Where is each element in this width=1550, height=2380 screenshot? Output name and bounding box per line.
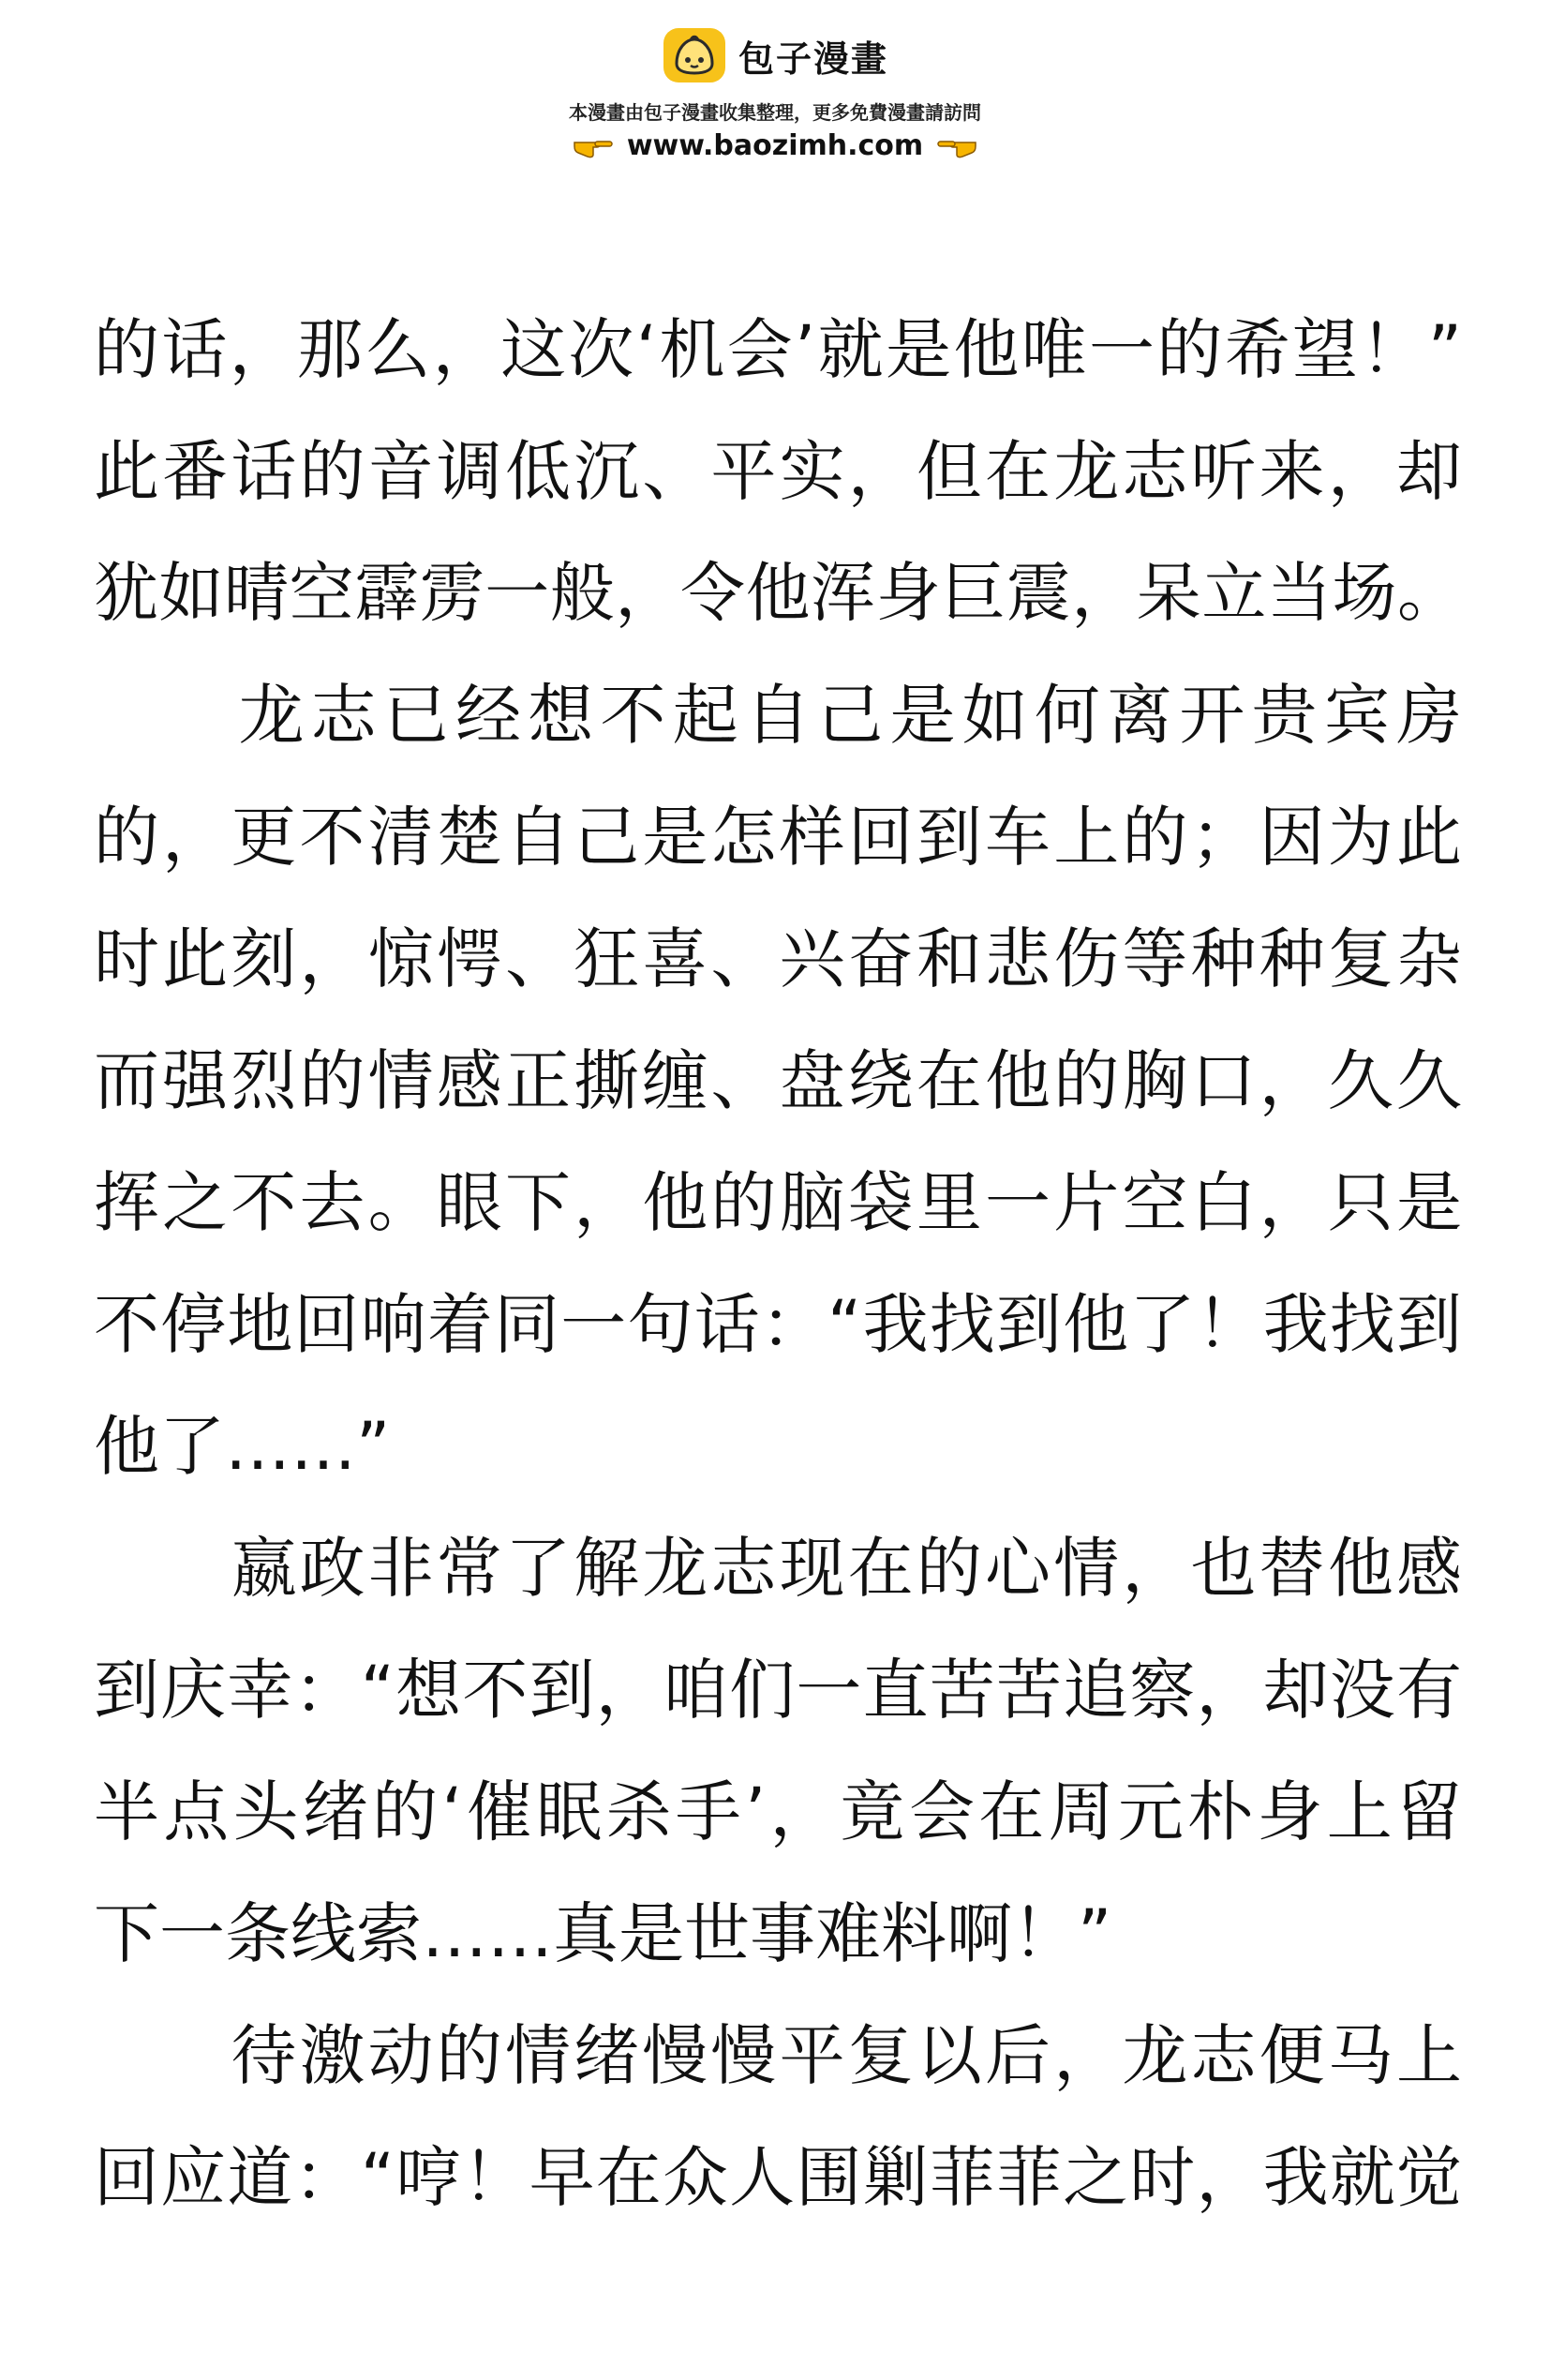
text-line: 的，更不清楚自己是怎样回到车上的；因为此 [94, 799, 1462, 876]
text-line: 他了……” [94, 1408, 391, 1485]
novel-text [94, 289, 1462, 2238]
site-name: 包子漫畫 [738, 37, 888, 80]
pointing-hand-icon [936, 134, 977, 158]
watermark-url-row [0, 129, 1550, 162]
bun-mascot-icon [662, 26, 727, 84]
watermark-notice: 本漫畫由包子漫畫收集整理，更多免費漫畫請訪問 [569, 101, 981, 124]
text-line: 不停地回响着同一句话：“我找到他了！我找到 [94, 1286, 1462, 1363]
text-line: 时此刻，惊愕、狂喜、兴奋和悲伤等种种复杂 [94, 921, 1462, 997]
text-line: 嬴政非常了解龙志现在的心情，也替他感 [94, 1530, 1462, 1607]
text-line: 半点头绪的‘催眠杀手’，竟会在周元朴身上留 [94, 1774, 1462, 1850]
logo-row [0, 26, 1550, 84]
pointing-hand-icon [573, 134, 614, 158]
text-line: 待激动的情绪慢慢平复以后，龙志便马上 [94, 2017, 1462, 2094]
text-line: 回应道：“哼！早在众人围剿菲菲之时，我就觉 [94, 2139, 1462, 2216]
text-line: 下一条线索……真是世事难料啊！” [94, 1895, 1112, 1972]
text-line: 到庆幸：“想不到，咱们一直苦苦追察，却没有 [94, 1652, 1462, 1729]
watermark-header [0, 0, 1550, 187]
text-line: 的话，那么，这次‘机会’就是他唯一的希望！” [94, 311, 1462, 388]
text-line: 此番话的音调低沉、平实，但在龙志听来，却 [94, 433, 1462, 510]
text-line: 而强烈的情感正撕缠、盘绕在他的胸口，久久 [94, 1042, 1462, 1119]
watermark-url[interactable]: www.baozimh.com [626, 129, 924, 162]
text-line: 挥之不去。眼下，他的脑袋里一片空白，只是 [94, 1164, 1462, 1241]
text-line: 龙志已经想不起自己是如何离开贵宾房 [94, 677, 1462, 754]
text-line: 犹如晴空霹雳一般，令他浑身巨震，呆立当场。 [94, 556, 1462, 631]
